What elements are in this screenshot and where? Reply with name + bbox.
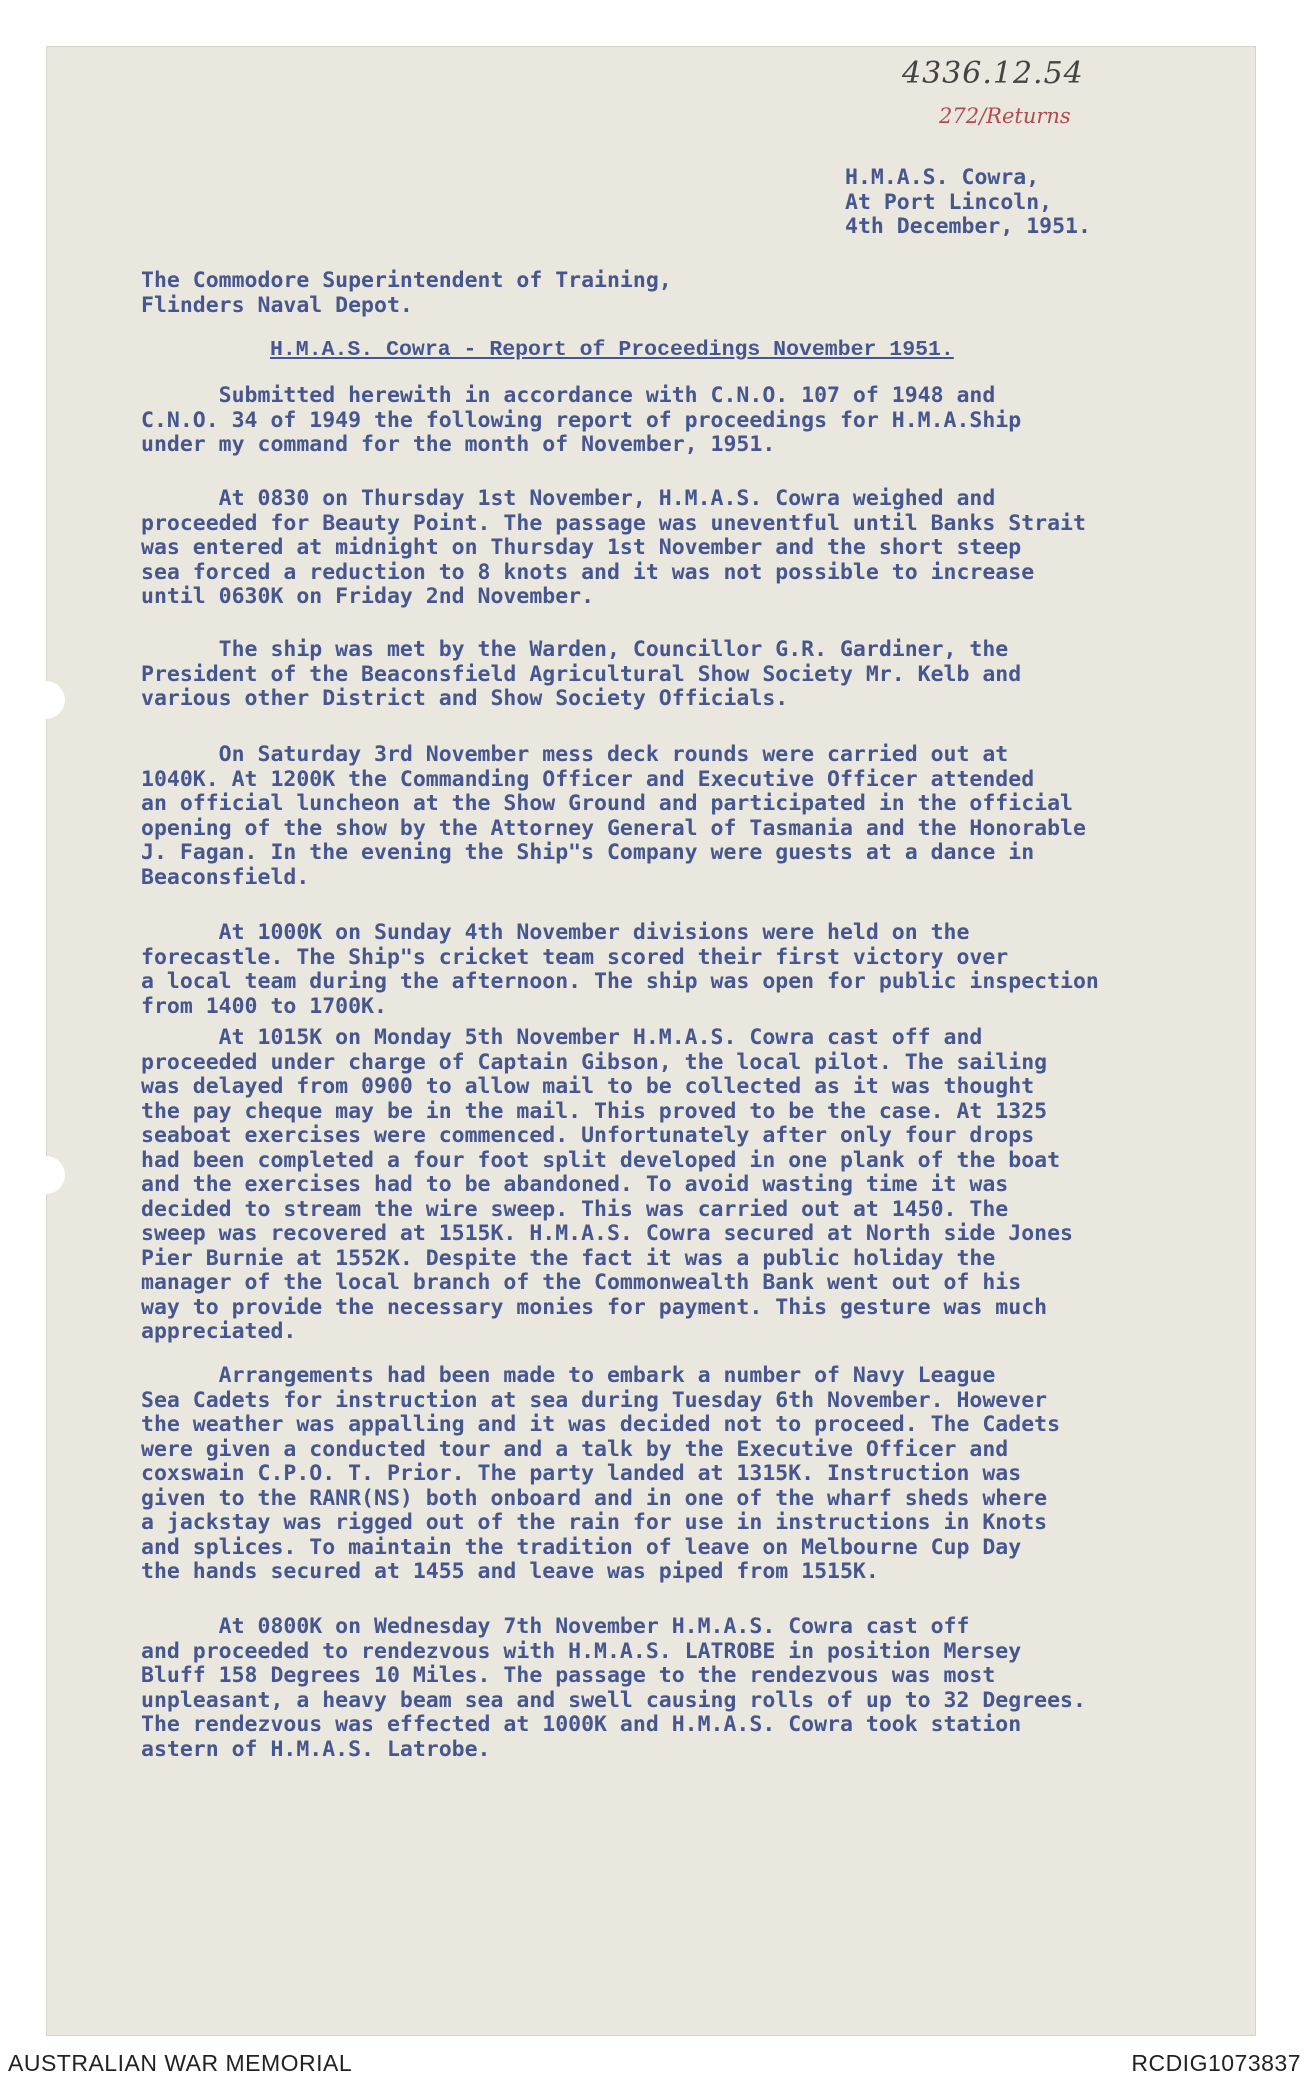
handwritten-note: 272/Returns <box>939 104 1071 128</box>
paragraph-6: At 1015K on Monday 5th November H.M.A.S. Cowra cast off and proceeded under charge of Captain Gibson, the local pilot. The sailing was delayed from 0900 to allow mail to be collected as it was thought the pay cheque may be in the mail. This proved to be the case. At 1325 seaboat exercises were commenced. Unfortunately after only four drops had been completed a four foot split developed in one plank of the boat and the exercises had to be abandoned. To avoid wasting time it was decided to stream the wire sweep. This was carried out at 1450. The sweep was recovered at 1515K. H.M.A.S. Cowra secured at North side Jones Pier Burnie at 1552K. Despite the fact it was a public holiday the manager of the local branch of the Commonwealth Bank went out of his way to provide the necessary monies for payment. This gesture was much appreciated. <box>141 1025 1073 1344</box>
sender-address: H.M.A.S. Cowra, At Port Lincoln, 4th December, 1951. <box>845 165 1091 239</box>
footer-institution: AUSTRALIAN WAR MEMORIAL <box>8 2050 353 2076</box>
paragraph-5: At 1000K on Sunday 4th November divisions were held on the forecastle. The Ship"s cricket team scored their first victory over a local team during the afternoon. The ship was open for public inspection from 1400 to 1700K. <box>141 920 1099 1019</box>
paragraph-3: The ship was met by the Warden, Councillor G.R. Gardiner, the President of the Beaconsfield Agricultural Show Society Mr. Kelb and various other District and Show Society Officials. <box>141 637 1022 711</box>
paragraph-4: On Saturday 3rd November mess deck rounds were carried out at 1040K. At 1200K the Commanding Officer and Executive Officer attended an official luncheon at the Show Ground and participated in the official opening of the show by the Attorney General of Tasmania and the Honorable J. Fagan. In the evening the Ship"s Company were guests at a dance in Beaconsfield. <box>141 742 1086 890</box>
punch-hole-top <box>27 681 65 719</box>
punch-hole-bottom <box>27 1156 65 1194</box>
footer-record-id: RCDIG1073837 <box>1131 2050 1301 2076</box>
paragraph-8: At 0800K on Wednesday 7th November H.M.A.S. Cowra cast off and proceeded to rendezvous with H.M.A.S. LATROBE in position Mersey Bluff 158 Degrees 10 Miles. The passage to the rendezvous was most unpleasant, a heavy beam sea and swell causing rolls of up to 32 Degrees. The rendezvous was effected at 1000K and H.M.A.S. Cowra took station astern of H.M.A.S. Latrobe. <box>141 1614 1086 1762</box>
addressee: The Commodore Superintendent of Training, Flinders Naval Depot. <box>141 268 672 318</box>
handwritten-reference: 4336.12.54 <box>902 56 1084 91</box>
document-sheet <box>46 46 1256 2036</box>
paragraph-1: Submitted herewith in accordance with C.N.O. 107 of 1948 and C.N.O. 34 of 1949 the following report of proceedings for H.M.A.Ship under my command for the month of November, 1951. <box>141 383 1022 457</box>
paragraph-2: At 0830 on Thursday 1st November, H.M.A.S. Cowra weighed and proceeded for Beauty Point. The passage was uneventful until Banks Strait was entered at midnight on Thursday 1st November and the short steep sea forced a reduction to 8 knots and it was not possible to increase until 0630K on Friday 2nd November. <box>141 486 1086 609</box>
paragraph-7: Arrangements had been made to embark a number of Navy League Sea Cadets for instruction at sea during Tuesday 6th November. However the weather was appalling and it was decided not to proceed. The Cadets were given a conducted tour and a talk by the Executive Officer and coxswain C.P.O. T. Prior. The party landed at 1315K. Instruction was given to the RANR(NS) both onboard and in one of the wharf sheds where a jackstay was rigged out of the rain for use in instructions in Knots and splices. To maintain the tradition of leave on Melbourne Cup Day the hands secured at 1455 and leave was piped from 1515K. <box>141 1363 1061 1584</box>
subject-line: H.M.A.S. Cowra - Report of Proceedings November 1951. <box>270 338 954 362</box>
